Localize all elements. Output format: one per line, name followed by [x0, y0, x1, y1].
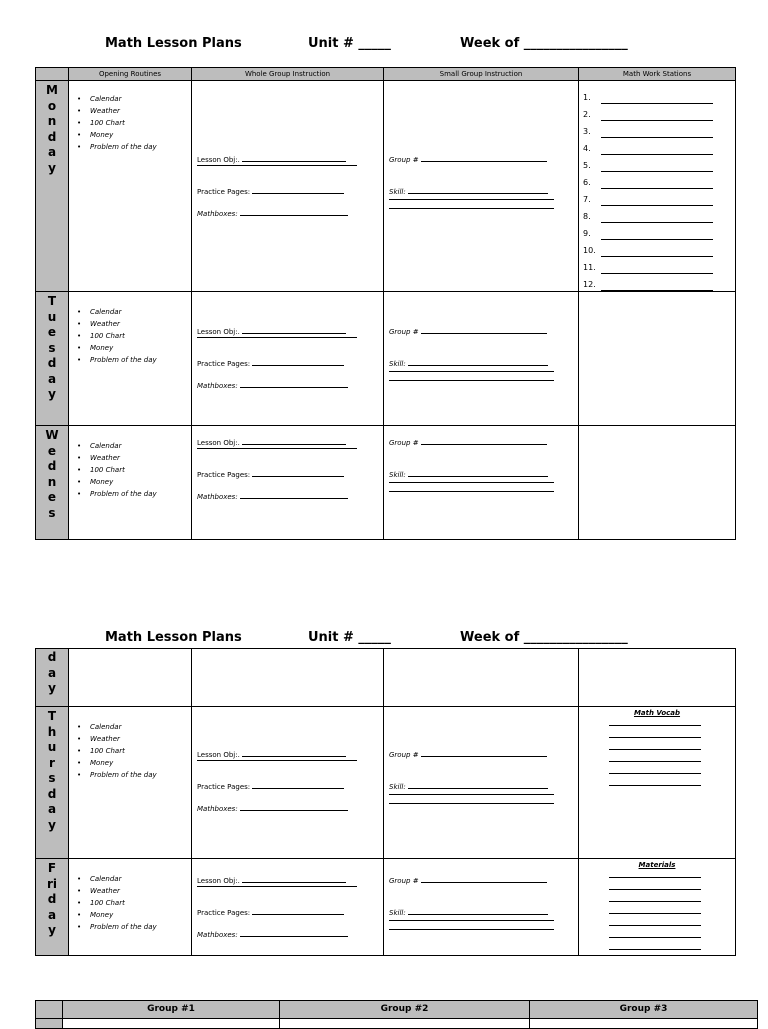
whole-group-cell: [192, 649, 384, 707]
list-item: • 100 Chart: [77, 117, 157, 129]
skill-field[interactable]: Skill:: [389, 908, 548, 917]
work-stations-cell: 1. 2. 3. 4. 5. 6. 7. 8. 9. 10. 11. 12.: [579, 81, 736, 292]
list-item: • 100 Chart: [77, 464, 157, 476]
small-group-cell: [384, 426, 579, 540]
unit-field: Unit # _____: [308, 36, 391, 51]
list-item: • Problem of the day: [77, 141, 157, 153]
opening-routines-cell: [69, 649, 192, 707]
mathboxes-field[interactable]: Mathboxes:: [197, 209, 348, 218]
opening-routines-cell: [69, 426, 192, 540]
list-item: • 100 Chart: [77, 897, 157, 909]
lesson-obj-field[interactable]: Lesson Obj:.: [197, 750, 346, 759]
day-row-friday: [36, 859, 736, 956]
group-2-header: Group #2: [280, 1001, 530, 1019]
skill-line[interactable]: [389, 482, 554, 483]
list-item: • Problem of the day: [77, 769, 157, 781]
work-stations-cell: [579, 292, 736, 426]
practice-pages-field[interactable]: Practice Pages:: [197, 908, 344, 917]
day-label-thursday: T h u r s d a y: [36, 707, 69, 859]
week-field: Week of ________________: [460, 36, 628, 51]
list-item: • Weather: [77, 105, 157, 117]
page2-header: [0, 630, 768, 650]
list-item: • Problem of the day: [77, 921, 157, 933]
group-number-field[interactable]: Group #: [389, 438, 547, 447]
list-item: • Money: [77, 342, 157, 354]
whole-group-cell: [192, 707, 384, 859]
column-header: Math Work Stations: [579, 68, 736, 81]
groups-header-row: [36, 1001, 758, 1019]
group-number-field[interactable]: Group #: [389, 155, 547, 164]
skill-field[interactable]: Skill:: [389, 187, 548, 196]
whole-group-cell: [192, 859, 384, 956]
routines-list: [71, 440, 157, 500]
skill-line[interactable]: [389, 920, 554, 921]
list-item: • Problem of the day: [77, 488, 157, 500]
list-item: • Weather: [77, 318, 157, 330]
column-header-row: [36, 68, 736, 81]
practice-pages-field[interactable]: Practice Pages:: [197, 782, 344, 791]
day-row-tuesday: [36, 292, 736, 426]
corner-cell: [36, 68, 69, 81]
mathboxes-field[interactable]: Mathboxes:: [197, 804, 348, 813]
whole-group-cell: [192, 426, 384, 540]
mathboxes-field[interactable]: Mathboxes:: [197, 381, 348, 390]
list-item: • Money: [77, 476, 157, 488]
day-row-wednesday-cont: [36, 649, 736, 707]
list-item: • Money: [77, 129, 157, 141]
lesson-obj-field[interactable]: Lesson Obj:.: [197, 327, 346, 336]
small-group-cell: [384, 859, 579, 956]
small-group-cell: [384, 81, 579, 292]
day-row-wednesday: [36, 426, 736, 540]
day-label-monday: M o n d a y: [36, 81, 69, 292]
skill-field[interactable]: Skill:: [389, 470, 548, 479]
lesson-obj-line[interactable]: [197, 448, 357, 449]
skill-field[interactable]: Skill:: [389, 782, 548, 791]
column-header: Opening Routines: [69, 68, 192, 81]
week-field: Week of ________________: [460, 630, 628, 645]
group-number-field[interactable]: Group #: [389, 876, 547, 885]
list-item: • Problem of the day: [77, 354, 157, 366]
opening-routines-cell: [69, 859, 192, 956]
groups-table: [35, 1000, 758, 1029]
lesson-plan-table-page2: [35, 648, 736, 956]
page-title: Math Lesson Plans: [105, 630, 242, 645]
day-label-friday: F ri d a y: [36, 859, 69, 956]
opening-routines-cell: [69, 81, 192, 292]
work-stations-cell: [579, 426, 736, 540]
day-label-tuesday: T u e s d a y: [36, 292, 69, 426]
routines-list: [71, 873, 157, 933]
math-vocab-heading: Math Vocab: [633, 709, 681, 717]
small-group-cell: [384, 649, 579, 707]
skill-line[interactable]: [389, 371, 554, 372]
materials-cell: [579, 859, 736, 956]
lesson-obj-field[interactable]: Lesson Obj:.: [197, 876, 346, 885]
routines-list: [71, 93, 157, 153]
page1-header: [0, 36, 768, 56]
list-item: • 100 Chart: [77, 745, 157, 757]
practice-pages-field[interactable]: Practice Pages:: [197, 187, 344, 196]
whole-group-cell: [192, 81, 384, 292]
lesson-plan-table-page1: [35, 67, 736, 540]
small-group-cell: [384, 292, 579, 426]
mathboxes-field[interactable]: Mathboxes:: [197, 492, 348, 501]
skill-line[interactable]: [389, 491, 554, 492]
math-vocab-lines[interactable]: [609, 714, 701, 786]
column-header: Whole Group Instruction: [192, 68, 384, 81]
work-stations-cell: [579, 649, 736, 707]
lesson-obj-line[interactable]: [197, 760, 357, 761]
lesson-obj-line[interactable]: [197, 886, 357, 887]
list-item: • Weather: [77, 733, 157, 745]
list-item: • Calendar: [77, 306, 157, 318]
lesson-obj-line[interactable]: [197, 165, 357, 166]
skill-line[interactable]: [389, 803, 554, 804]
list-item: • Calendar: [77, 93, 157, 105]
group-number-field[interactable]: Group #: [389, 327, 547, 336]
list-item: • Money: [77, 757, 157, 769]
list-item: • Money: [77, 909, 157, 921]
list-item: • Weather: [77, 452, 157, 464]
whole-group-cell: [192, 292, 384, 426]
lesson-obj-line[interactable]: [197, 337, 357, 338]
skill-line[interactable]: [389, 380, 554, 381]
group-3-header: Group #3: [530, 1001, 758, 1019]
page-title: Math Lesson Plans: [105, 36, 242, 51]
skill-line[interactable]: [389, 199, 554, 200]
day-row-monday: [36, 81, 736, 292]
skill-field[interactable]: Skill:: [389, 359, 548, 368]
group-number-field[interactable]: Group #: [389, 750, 547, 759]
opening-routines-cell: [69, 707, 192, 859]
day-label-wednesday: W e d n e s: [36, 426, 69, 540]
practice-pages-field[interactable]: Practice Pages:: [197, 359, 344, 368]
math-vocab-cell: [579, 707, 736, 859]
opening-routines-cell: [69, 292, 192, 426]
materials-lines[interactable]: [609, 866, 701, 950]
day-row-thursday: [36, 707, 736, 859]
list-item: • Calendar: [77, 873, 157, 885]
materials-heading: Materials: [638, 861, 676, 869]
corner-cell: [36, 1001, 63, 1019]
group-1-header: Group #1: [63, 1001, 280, 1019]
skill-line[interactable]: [389, 929, 554, 930]
lesson-obj-field[interactable]: Lesson Obj:.: [197, 438, 346, 447]
small-group-cell: [384, 707, 579, 859]
skill-line[interactable]: [389, 794, 554, 795]
list-item: • Calendar: [77, 721, 157, 733]
column-header: Small Group Instruction: [384, 68, 579, 81]
list-item: • Weather: [77, 885, 157, 897]
list-item: • 100 Chart: [77, 330, 157, 342]
routines-list: [71, 306, 157, 366]
mathboxes-field[interactable]: Mathboxes:: [197, 930, 348, 939]
day-label-wednesday-cont: d a y: [36, 649, 69, 707]
skill-line[interactable]: [389, 208, 554, 209]
list-item: • Calendar: [77, 440, 157, 452]
routines-list: [71, 721, 157, 781]
practice-pages-field[interactable]: Practice Pages:: [197, 470, 344, 479]
unit-field: Unit # _____: [308, 630, 391, 645]
lesson-obj-field[interactable]: Lesson Obj:.: [197, 155, 346, 164]
